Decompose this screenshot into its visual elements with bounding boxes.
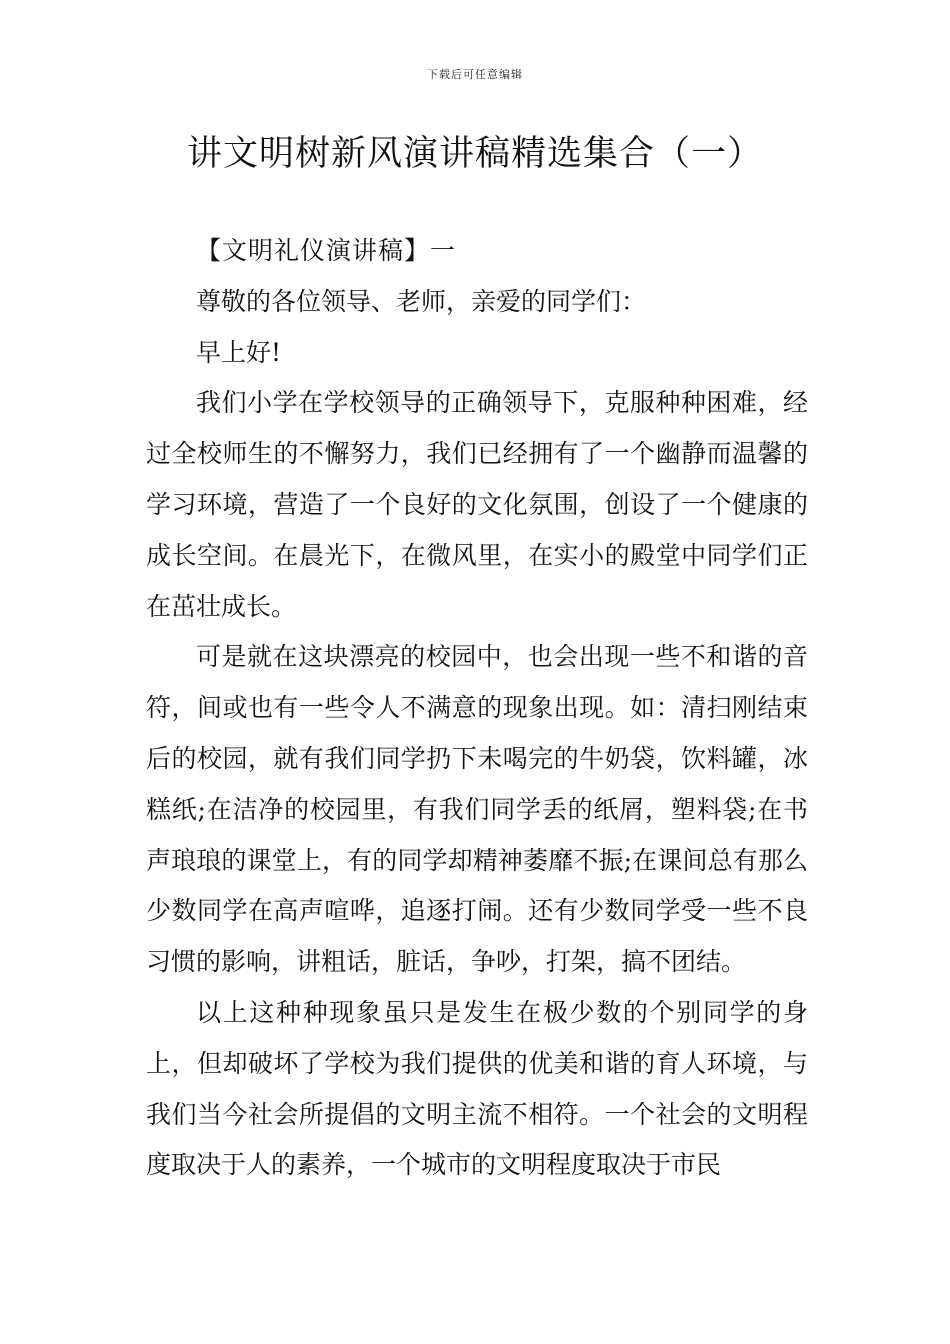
body-paragraph: 我们小学在学校领导的正确领导下，克服种种困难，经过全校师生的不懈努力，我们已经拥有了一个幽静而温馨的学习环境，营造了一个良好的文化氛围，创设了一个健康的成长空间。在晨光下，在微风里，在实小的殿堂中同学们正在茁壮成长。 <box>146 388 808 621</box>
document-body <box>146 226 808 1191</box>
section-heading: 【文明礼仪演讲稿】一 <box>196 236 457 265</box>
greeting: 早上好! <box>196 337 282 367</box>
header-note: 下载后可任意编辑 <box>427 68 523 81</box>
salutation: 尊敬的各位领导、老师，亲爱的同学们： <box>196 286 647 316</box>
body-paragraph: 可是就在这块漂亮的校园中，也会出现一些不和谐的音符，间或也有一些令人不满意的现象出现。如：清扫刚结束后的校园，就有我们同学扔下未喝完的牛奶袋，饮料罐，冰糕纸;在洁净的校园里，有我们同学丢的纸屑，塑料袋;在书声琅琅的课堂上，有的同学却精神萎靡不振;在课间总有那么少数同学在高声喧哗，追逐打闹。还有少数同学受一些不良习惯的影响，讲粗话，脏话，争吵，打架，搞不团结。 <box>146 642 808 977</box>
body-paragraph: 以上这种种现象虽只是发生在极少数的个别同学的身上，但却破坏了学校为我们提供的优美和谐的育人环境，与我们当今社会所提倡的文明主流不相符。一个社会的文明程度取决于人的素养，一个城市的文明程度取决于市民 <box>146 997 808 1180</box>
document-title: 讲文明树新风演讲稿精选集合（一） <box>186 134 763 174</box>
